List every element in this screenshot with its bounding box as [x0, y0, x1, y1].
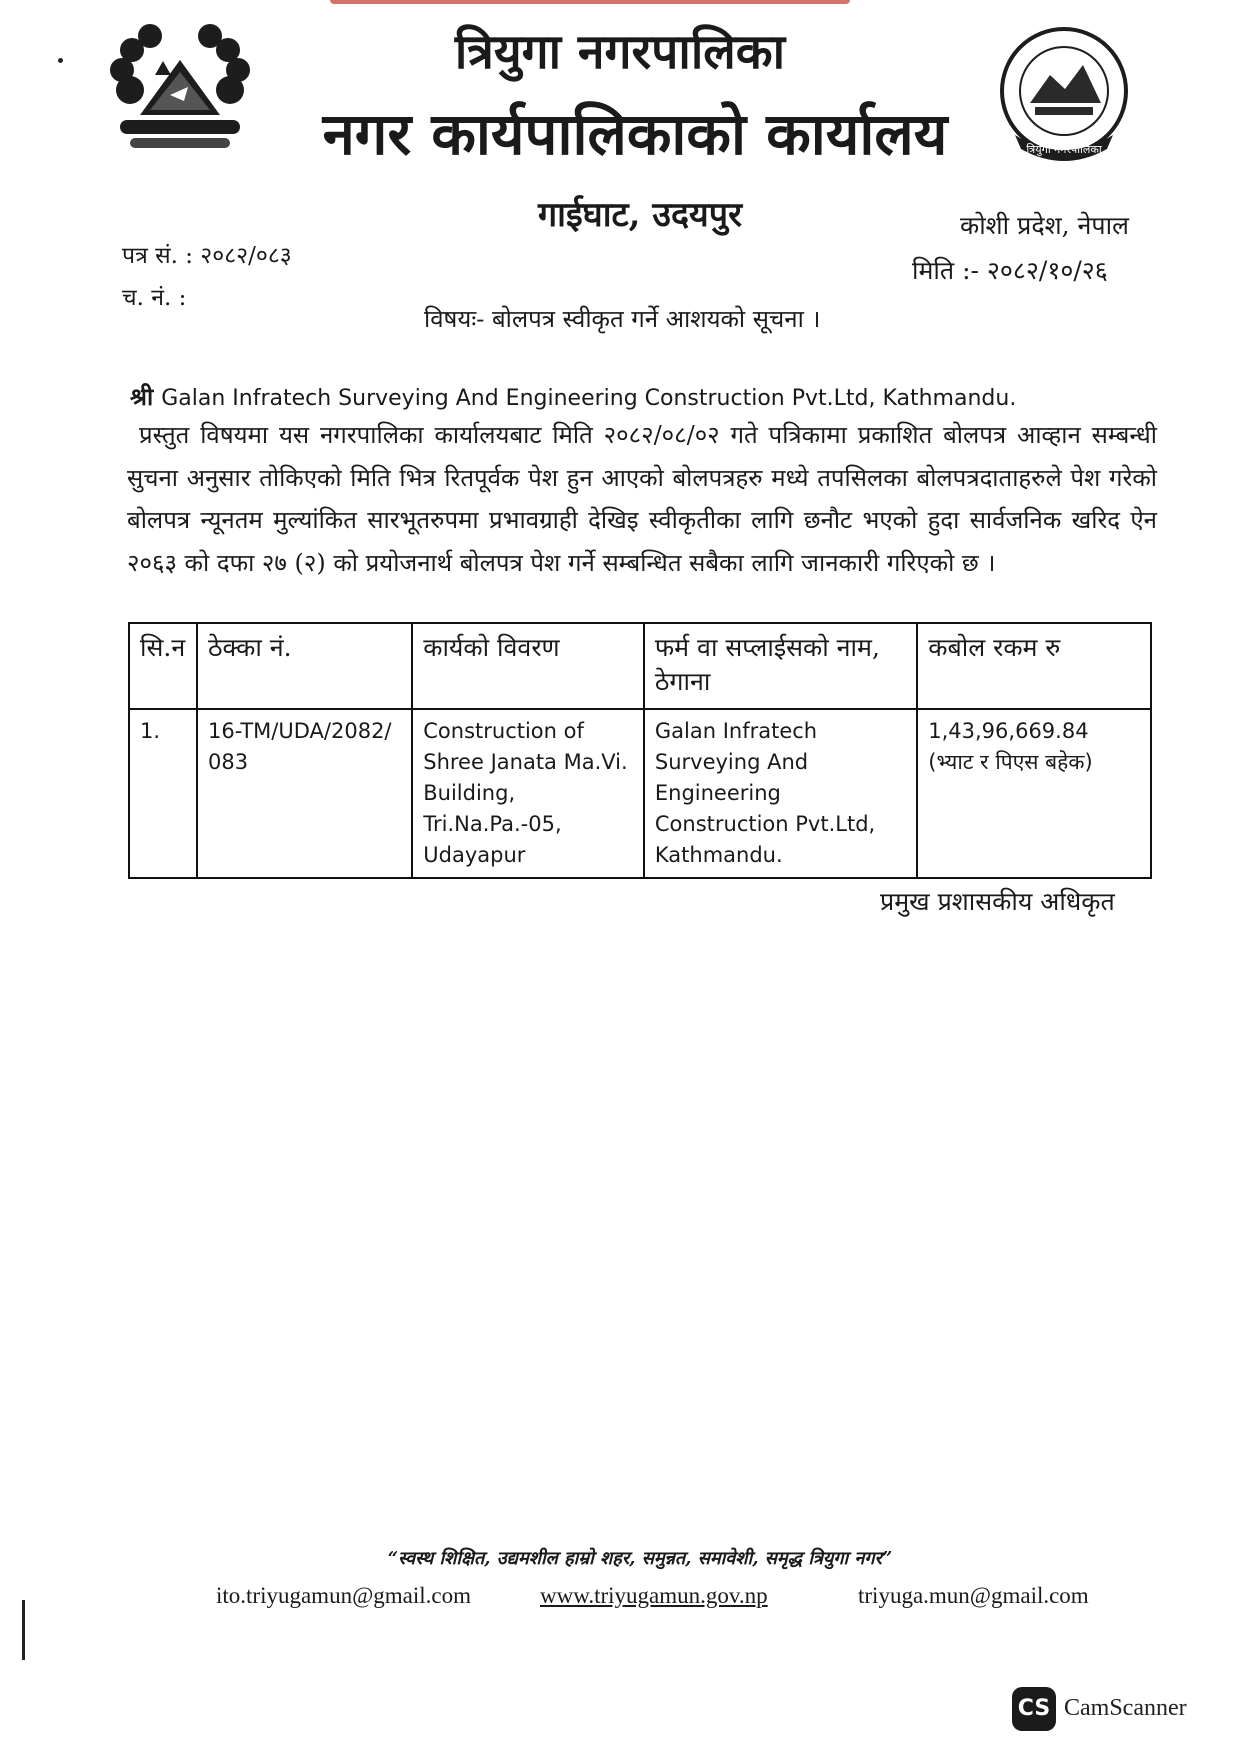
cell-serial: 1. — [129, 709, 197, 878]
col-description-header: कार्यको विवरण — [412, 623, 644, 709]
footer-email-mun: triyuga.mun@gmail.com — [858, 1583, 1089, 1608]
signatory-title: प्रमुख प्रशासकीय अधिकृत — [880, 887, 1115, 916]
municipality-name: त्रियुगा नगरपालिका — [454, 24, 786, 80]
bid-table — [128, 622, 1152, 879]
camscanner-logo-icon: CS — [1012, 1687, 1056, 1731]
recipient-prefix: श्री — [130, 382, 154, 411]
subject-line: विषयः- बोलपत्र स्वीकृत गर्ने आशयको सूचना । — [424, 305, 821, 333]
letter-date: मिति :- २०८२/१०/२६ — [912, 256, 1108, 285]
scan-margin-line — [22, 1600, 25, 1660]
col-firm-header: फर्म वा सप्लाईसको नाम, ठेगाना — [644, 623, 917, 709]
cell-firm: Galan Infratech Surveying And Engineering Construction Pvt.Ltd, Kathmandu. — [644, 709, 917, 878]
camscanner-label: CamScanner — [1064, 1695, 1187, 1721]
cell-description: Construction of Shree Janata Ma.Vi. Building, Tri.Na.Pa.-05, Udayapur — [412, 709, 644, 878]
table-header-row — [129, 623, 1151, 709]
notice-body: प्रस्तुत विषयमा यस नगरपालिका कार्यालयबाट मिति २०८२/०८/०२ गते पत्रिकामा प्रकाशित बोलपत्र आव्हान सम्बन्धी सुचना अनुसार तोकिएको मिति भित्र रितपूर्वक पेश हुन आएको बोलपत्रहरु मध्ये तपसिलका बोलपत्रदाताहरुले पेश गरेको बोलपत्र न्यूनतम मुल्यांकित सारभूतरुपमा प्रभावग्राही देखिइ स्वीकृतीका लागि छनौट भएको हुदा सार्वजनिक खरिद ऐन २०६३ को दफा २७ (२) को प्रयोजनार्थ बोलपत्र पेश गर्ने सम्बन्धित सबैका लागि जानकारी गरिएको छ । — [127, 421, 1157, 577]
cell-amount: 1,43,96,669.84 (भ्याट र पिएस बहेक) — [917, 709, 1151, 878]
scan-speck — [58, 58, 63, 63]
municipality-seal-icon — [995, 25, 1133, 165]
office-name: नगर कार्यपालिकाको कार्यालय — [322, 100, 948, 168]
seal-text: त्रियुगा नगरपालिका — [1026, 143, 1102, 156]
office-location: गाईघाट, उदयपुर — [538, 195, 742, 235]
recipient — [130, 380, 1016, 413]
letter-number: पत्र सं. : २०८२/०८३ — [122, 243, 292, 269]
footer-website: www.triyugamun.gov.np — [540, 1583, 768, 1608]
col-serial-header: सि.न — [129, 623, 197, 709]
col-amount-header: कबोल रकम रु — [917, 623, 1151, 709]
cell-contract-no: 16-TM/UDA/2082/083 — [197, 709, 412, 878]
col-contract-header: ठेक्का नं. — [197, 623, 412, 709]
province-text: कोशी प्रदेश, नेपाल — [960, 211, 1129, 240]
footer-email-ito: ito.triyugamun@gmail.com — [216, 1583, 471, 1608]
nepal-emblem-icon — [100, 20, 260, 170]
dispatch-number: च. नं. : — [122, 285, 187, 311]
footer-motto: “स्वस्थ शिक्षित, उद्यमशील हाम्रो शहर, समुन्नत, समावेशी, समृद्ध त्रियुगा नगर” — [387, 1548, 893, 1569]
recipient-name: Galan Infratech Surveying And Engineering Construction Pvt.Ltd, Kathmandu. — [161, 386, 1017, 411]
top-edge-mark — [330, 0, 850, 4]
table-row — [129, 709, 1151, 878]
